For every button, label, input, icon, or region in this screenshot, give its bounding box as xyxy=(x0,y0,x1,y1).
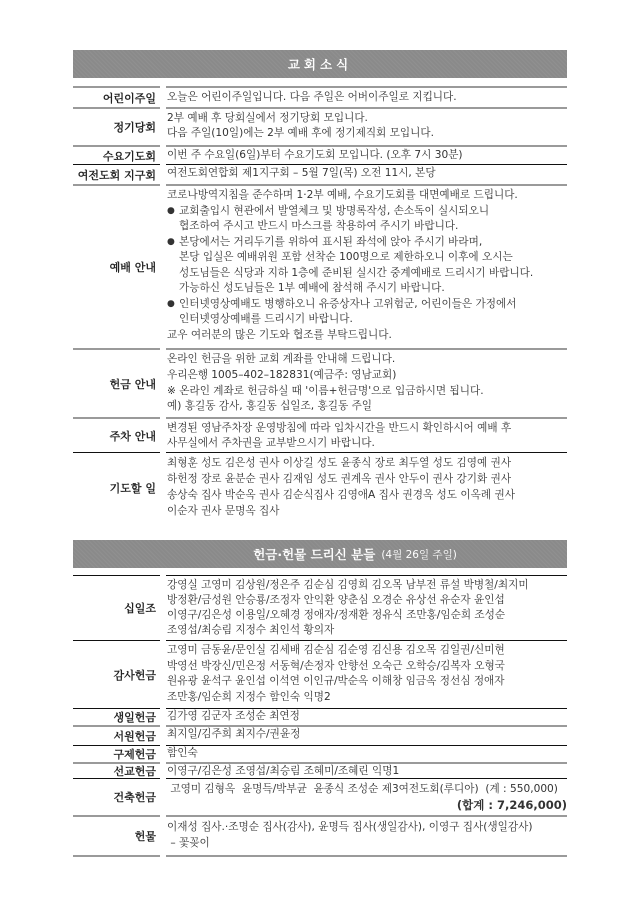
bullet-continuation: 본당 입실은 예배위원 포함 선착순 100명으로 제한하오니 이후에 오시는 xyxy=(179,251,513,263)
content-line: 예) 홍길동 감사, 홍길동 십일조, 홍길동 주일 xyxy=(167,400,373,413)
row-label: 여전도회 지구회 xyxy=(73,164,160,184)
content-line: 이순자 권사 문명옥 집사 xyxy=(167,505,280,517)
donor-line: – 꽃꽂이 xyxy=(167,837,210,849)
content-line: 사무실에서 주차권을 교부받으시기 바랍니다. xyxy=(167,437,375,449)
row-label: 예배 안내 xyxy=(73,184,160,348)
offering-row-relief xyxy=(73,745,567,762)
row-label: 주차 안내 xyxy=(73,417,160,452)
bank-account-line: 우리은행 1005–402–182831(예금주: 영남교회) xyxy=(167,368,397,381)
offering-row-building xyxy=(73,778,567,815)
row-content xyxy=(166,417,567,452)
offering-row-vow xyxy=(73,725,567,745)
content-line: 2부 예배 후 당회실에서 정기당회 모입니다. xyxy=(167,112,368,124)
content-line: 코로나방역지침을 준수하며 1·2부 예배, 수요기도회를 대면예배로 드립니다. xyxy=(167,189,518,201)
donor-line: 강영실 고영미 김상원/정은주 김순심 김영희 김오목 남부전 류설 박병철/최지미 xyxy=(167,579,529,591)
bullet-continuation: 가능하신 성도님들은 1부 예배에 참석해 주시기 바랍니다. xyxy=(179,282,445,294)
offering-row-birthday xyxy=(73,708,567,725)
row-content xyxy=(166,452,567,522)
church-news-title: 교회소식 xyxy=(287,57,353,72)
donor-line: 이영구/김은성 이용일/오혜경 정애자/정재환 정유식 조만홍/임순희 조성순 xyxy=(167,609,506,621)
content-line: 오늘은 어린이주일입니다. 다음 주일은 어버이주일로 지킵니다. xyxy=(167,91,457,103)
donor-line: 김가영 김군자 조성순 최연정 xyxy=(167,710,300,722)
row-content xyxy=(166,164,567,184)
row-label: 기도할 일 xyxy=(73,452,160,522)
donor-line: 고영미 김형옥 윤명득/박부균 윤종식 조성순 제3여전도회(루디아) (계 : 550,000) xyxy=(167,783,558,795)
offerings-header xyxy=(73,540,567,568)
news-row-parking-guide xyxy=(73,417,567,452)
donor-line: 조영섭/최승림 지정수 최인석 황의자 xyxy=(167,624,335,636)
donor-line: 최지일/김주희 최지수/권윤정 xyxy=(167,728,301,740)
content-line: 온라인 헌금을 위한 교회 계좌를 안내해 드립니다. xyxy=(167,353,396,365)
news-row-childrens-day xyxy=(73,86,567,107)
content-line: 하헌정 장로 윤분순 권사 김재임 성도 권계옥 권사 안두이 권사 강기화 권사 xyxy=(167,473,512,485)
content-line: 최형훈 성도 김은성 권사 이상길 성도 윤종식 장로 최두열 성도 김영예 권사 xyxy=(167,457,512,469)
row-label: 선교헌금 xyxy=(73,762,160,778)
grand-total: (합계 : 7,246,000) xyxy=(456,798,567,812)
row-content xyxy=(166,725,567,745)
row-label: 헌금 안내 xyxy=(73,348,160,417)
donor-line: 함인숙 xyxy=(167,747,198,759)
row-label: 어린이주일 xyxy=(73,86,160,107)
row-label: 건축헌금 xyxy=(73,778,160,815)
row-content xyxy=(166,107,567,145)
rule-segment xyxy=(166,855,567,857)
news-row-wednesday-prayer xyxy=(73,145,567,164)
content-line: 다음 주일(10일)에는 2부 예배 후에 정기제직회 모입니다. xyxy=(167,127,434,139)
bullet-item: ● 인터넷영상예배도 병행하오니 유증상자나 고위험군, 어린이들은 가정에서 xyxy=(167,297,567,313)
bullet-continuation: 성도님들은 식당과 지하 1층에 준비된 실시간 중계예배로 드리시기 바랍니다. xyxy=(179,266,534,279)
donor-line: 이영구/김은성 조영섭/최승림 조혜미/조혜린 익명1 xyxy=(167,765,400,777)
offering-row-thanksgiving xyxy=(73,640,567,708)
row-label: 헌물 xyxy=(73,815,160,855)
church-news-header xyxy=(73,50,567,78)
bottom-rule xyxy=(73,855,567,857)
donor-line: 조만홍/임순희 지정수 함인숙 익명2 xyxy=(167,690,331,703)
news-row-womens-district xyxy=(73,164,567,184)
row-content xyxy=(166,86,567,107)
row-content xyxy=(166,575,567,640)
content-line: 이번 주 수요일(6일)부터 수요기도회 모입니다. (오후 7시 30분) xyxy=(167,149,463,161)
offerings-title: 헌금·헌물 드리신 분들 xyxy=(253,547,376,562)
row-label: 구제헌금 xyxy=(73,745,160,762)
content-line: 여전도회연합회 제1지구회 – 5월 7일(목) 오전 11시, 본당 xyxy=(167,167,436,179)
row-label: 수요기도회 xyxy=(73,145,160,164)
news-row-worship-guide xyxy=(73,184,567,348)
row-label: 서원헌금 xyxy=(73,725,160,745)
row-label: 십일조 xyxy=(73,575,160,640)
bullet-continuation: 협조하여 주시고 반드시 마스크를 착용하여 주시기 바랍니다. xyxy=(179,220,459,232)
bullet-item: ● 본당에서는 거리두기를 위하여 표시된 좌석에 앉아 주시기 바라며, xyxy=(167,235,567,251)
offering-row-gifts xyxy=(73,815,567,855)
content-line: 송상숙 집사 박순옥 권사 김순식집사 김영애A 집사 권경옥 성도 이옥례 권사 xyxy=(167,489,515,501)
row-content xyxy=(166,708,567,725)
offering-row-tithe xyxy=(73,575,567,640)
row-content xyxy=(166,745,567,762)
row-label: 감사헌금 xyxy=(73,640,160,708)
offering-row-mission xyxy=(73,762,567,778)
offerings-date: (4월 26일 주일) xyxy=(381,548,457,561)
row-label: 생일헌금 xyxy=(73,708,160,725)
bullet-continuation: 인터넷영상예배를 드리시기 바랍니다. xyxy=(179,313,353,325)
content-line: 교우 여러분의 많은 기도와 협조를 부탁드립니다. xyxy=(167,328,392,341)
news-row-session-meeting xyxy=(73,107,567,145)
news-row-prayer-requests xyxy=(73,452,567,522)
donor-line: 이재성 집사.·조명순 집사(감사), 윤명득 집사(생일감사), 이영구 집사(생일감사) xyxy=(167,821,533,833)
news-row-offering-guide xyxy=(73,348,567,417)
row-content xyxy=(166,348,567,417)
bullet-item: ● 교회출입시 현관에서 발열체크 및 방명록작성, 손소독이 실시되오니 xyxy=(167,204,567,220)
content-line: 변경된 영남주차장 운영방침에 따라 입차시간을 반드시 확인하시어 예배 후 xyxy=(167,422,512,434)
row-content xyxy=(166,778,567,815)
donor-line: 고영미 금동윤/문인실 김세배 김순심 김순영 김신용 김오목 김일권/신미현 xyxy=(167,644,505,656)
donor-line: 박영선 박장신/민은정 서동혁/손정자 안향선 오숙근 오학승/김복자 오형국 xyxy=(167,659,505,672)
row-content xyxy=(166,815,567,855)
donor-line: 원유광 윤석구 윤인섭 이석연 이인규/박순옥 이해창 임금옥 정선심 정애자 xyxy=(167,675,505,687)
content-line: ※ 온라인 계좌로 헌금하실 때 '이름+헌금명'으로 입금하시면 됩니다. xyxy=(167,384,484,397)
row-content xyxy=(166,640,567,708)
row-label: 정기당회 xyxy=(73,107,160,145)
donor-line: 방정환/금성원 안승룡/조정자 안익환 양춘심 오경순 유상선 유순자 윤인섭 xyxy=(167,594,505,606)
row-content xyxy=(166,145,567,164)
row-content xyxy=(166,184,567,348)
rule-segment xyxy=(73,855,160,857)
row-content xyxy=(166,762,567,778)
